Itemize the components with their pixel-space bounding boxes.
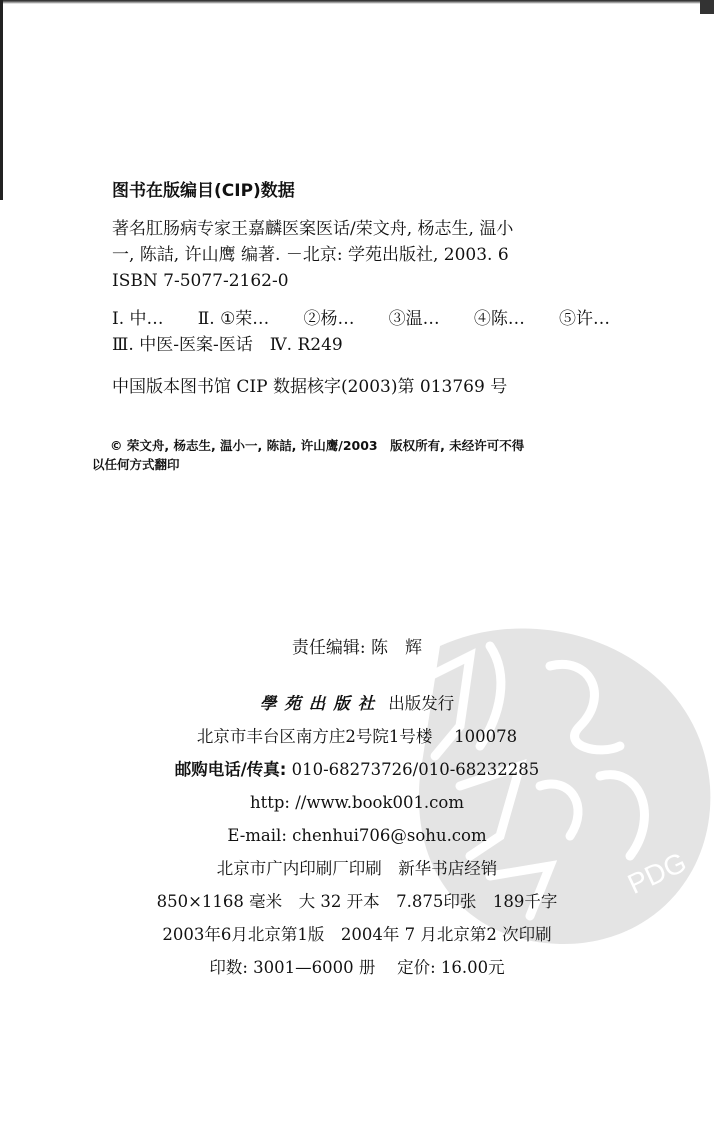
publisher-line xyxy=(0,690,714,723)
printer-line: 北京市广内印刷厂印刷 新华书店经销 xyxy=(216,859,498,878)
scan-edge-left xyxy=(0,0,3,200)
cip-title-line-2: 一, 陈詰, 许山鹰 编著. －北京: 学苑出版社, 2003. 6 xyxy=(112,245,509,265)
publisher-suffix: 出版发行 xyxy=(388,694,455,713)
copyright-line-1: © 荣文舟, 杨志生, 温小一, 陈詰, 许山鹰/2003 版权所有, 未经许可不得 xyxy=(110,438,525,453)
responsible-editor: 责任编辑: 陈 辉 xyxy=(291,638,423,658)
format-line: 850×1168 毫米 大 32 开本 7.875印张 189千字 xyxy=(156,892,558,911)
email-line: E-mail: chenhui706@sohu.com xyxy=(227,826,487,845)
mail-order-phone xyxy=(0,756,714,789)
print-run-price-line: 印数: 3001—6000 册 定价: 16.00元 xyxy=(209,958,505,977)
classification-item: ⑤许… xyxy=(559,309,610,329)
classification-item: ③温… xyxy=(388,309,440,329)
scan-edge-top xyxy=(0,0,714,4)
copyright-line-2: 以任何方式翻印 xyxy=(92,457,180,472)
publisher-address: 北京市丰台区南方庄2号院1号楼 100078 xyxy=(196,727,518,746)
phone-value: 010-68273726/010-68232285 xyxy=(286,760,540,779)
cip-data-section xyxy=(112,178,622,400)
cip-classification-line-1 xyxy=(112,306,610,332)
website-line: http: //www.book001.com xyxy=(249,793,465,812)
phone-label: 邮购电话/传真: xyxy=(174,760,287,779)
publisher-name: 學苑出版社 xyxy=(259,694,383,713)
classification-item: ④陈… xyxy=(473,309,525,329)
cip-title-line-1: 著名肛肠病专家王嘉麟医案医话/荣文舟, 杨志生, 温小 xyxy=(112,219,514,239)
classification-item: Ⅱ. ①荣… xyxy=(197,309,270,329)
classification-item: Ⅰ. 中… xyxy=(112,309,164,329)
cip-classification-line-2: Ⅲ. 中医-医案-医话 Ⅳ. R249 xyxy=(112,335,343,355)
cip-heading: 图书在版编目(CIP)数据 xyxy=(112,181,295,201)
publication-info xyxy=(0,690,714,987)
cip-verification-number: 中国版本图书馆 CIP 数据核字(2003)第 013769 号 xyxy=(112,377,508,397)
copyright-notice xyxy=(92,436,622,474)
watermark-text: PDG xyxy=(622,846,691,900)
classification-item: ②杨… xyxy=(303,309,355,329)
edition-line: 2003年6月北京第1版 2004年 7 月北京第2 次印刷 xyxy=(162,925,552,944)
scan-corner-mark xyxy=(700,0,714,14)
cip-isbn: ISBN 7-5077-2162-0 xyxy=(112,271,289,291)
